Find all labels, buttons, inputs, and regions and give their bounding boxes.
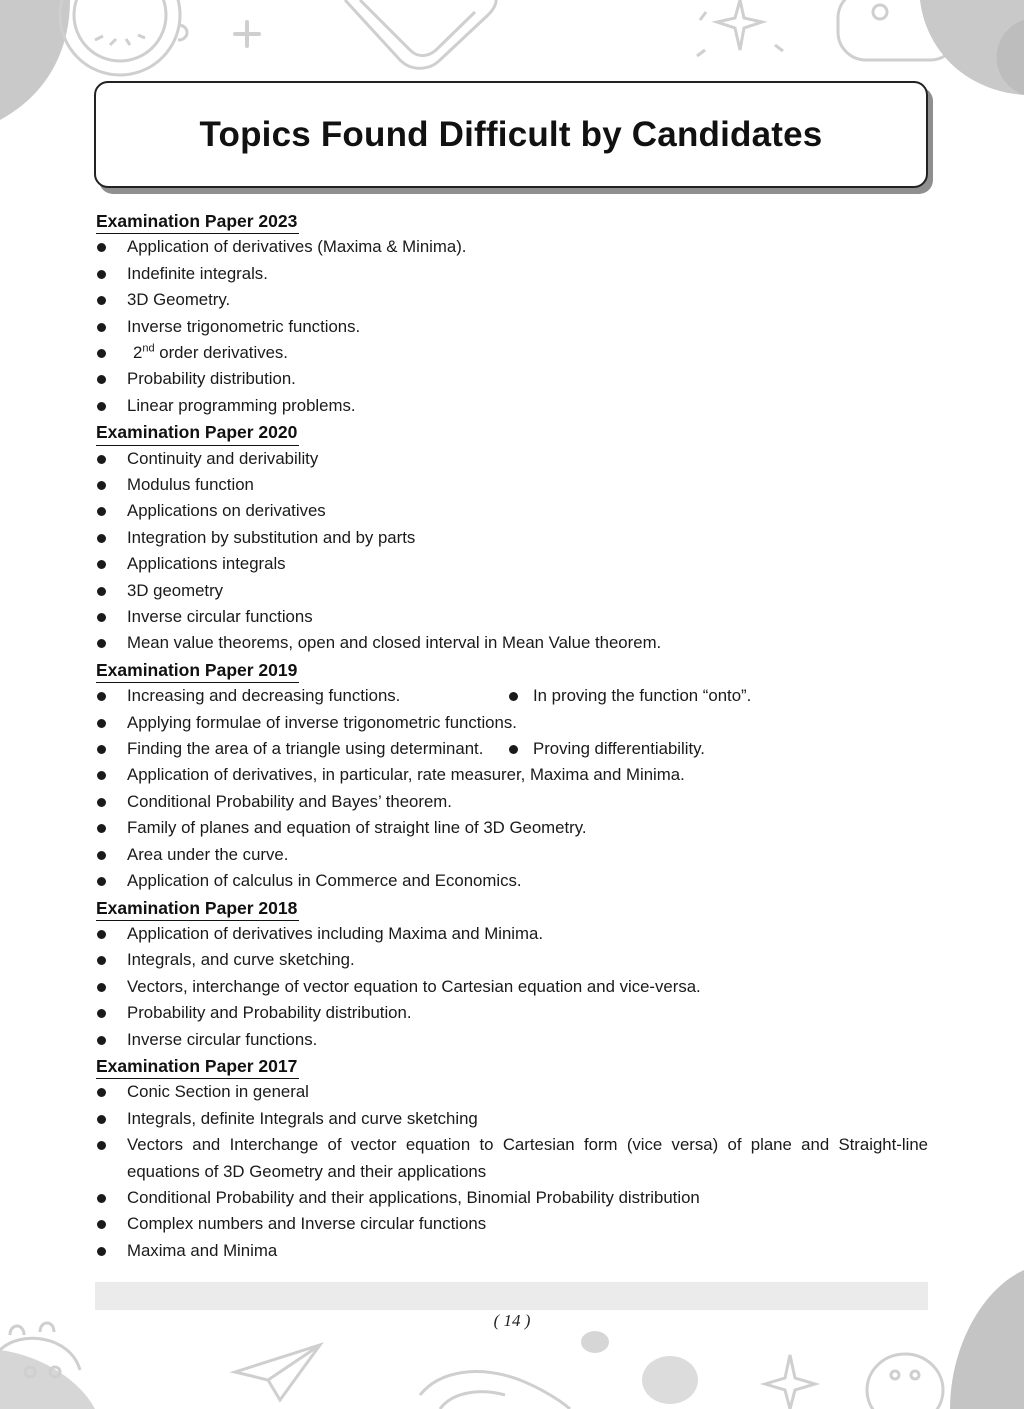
list-item	[96, 736, 928, 762]
item-text: Family of planes and equation of straight line of 3D Geometry.	[127, 818, 587, 838]
list-item	[96, 472, 928, 498]
footer-bar	[95, 1282, 928, 1310]
item-text: Complex numbers and Inverse circular functions	[127, 1214, 487, 1234]
item-text: Inverse circular functions.	[127, 1029, 318, 1049]
item-text: Conditional Probability and their applications, Binomial Probability distribution	[127, 1187, 700, 1207]
list-item	[96, 1079, 928, 1105]
star-doodle-bottom	[765, 1355, 815, 1409]
topics-content	[96, 208, 928, 1264]
list-item	[96, 868, 928, 894]
item-text: 2	[133, 343, 143, 363]
item-text: Linear programming problems.	[127, 395, 356, 415]
list-item	[96, 1238, 928, 1264]
robot-doodle-bottom	[867, 1354, 943, 1409]
bullet-icon	[97, 771, 106, 780]
bullet-icon	[97, 692, 106, 701]
item-text: Vectors and Interchange of vector equation to Cartesian form (vice versa) of plane and Straight-line equations of 3D Geometry and their applications	[127, 1135, 928, 1181]
list-item	[96, 314, 928, 340]
section-heading: Examination Paper 2019	[96, 657, 299, 683]
item-text: Application of derivatives including Maxima and Minima.	[127, 923, 543, 943]
bullet-icon	[97, 824, 106, 833]
bullet-icon	[509, 745, 518, 754]
item-text: Maxima and Minima	[127, 1240, 278, 1260]
item-text: Indefinite integrals.	[127, 263, 268, 283]
item-superscript: nd	[142, 342, 155, 355]
section-2017	[96, 1053, 928, 1264]
bullet-icon	[97, 243, 106, 252]
bullet-icon	[97, 455, 106, 464]
bullet-icon	[97, 1220, 106, 1229]
list-item	[96, 261, 928, 287]
list-item	[96, 974, 928, 1000]
plus-doodle	[235, 22, 259, 46]
list-item	[96, 1185, 928, 1211]
bullet-icon	[509, 692, 518, 701]
bullet-icon	[97, 1141, 106, 1150]
item-text: Application of calculus in Commerce and Economics.	[127, 871, 522, 891]
item-text: Probability and Probability distribution.	[127, 1003, 412, 1023]
section-heading: Examination Paper 2020	[96, 419, 299, 445]
item-text: Area under the curve.	[127, 844, 289, 864]
item-text: Inverse circular functions	[127, 607, 313, 627]
bullet-icon	[97, 613, 106, 622]
list-item	[96, 287, 928, 313]
topic-list	[96, 234, 928, 419]
bullet-icon	[97, 270, 106, 279]
bullet-icon	[97, 719, 106, 728]
list-item	[96, 446, 928, 472]
list-item	[96, 604, 928, 630]
list-item	[96, 578, 928, 604]
item-text: Applications integrals	[127, 554, 286, 574]
clock-doodle	[60, 0, 187, 75]
page-number: ( 14 )	[493, 1311, 531, 1330]
bullet-icon	[97, 534, 106, 543]
bullet-icon	[97, 798, 106, 807]
list-item	[96, 1106, 928, 1132]
section-2020	[96, 419, 928, 657]
section-2019	[96, 657, 928, 895]
star-doodle	[717, 0, 762, 50]
item-text: Application of derivatives (Maxima & Minima).	[127, 237, 467, 257]
bullet-icon	[97, 639, 106, 648]
bullet-icon	[97, 1036, 106, 1045]
bullet-icon	[97, 983, 106, 992]
topic-list	[96, 921, 928, 1053]
bullet-icon	[97, 296, 106, 305]
corner-blob-bottom-left	[0, 1350, 95, 1409]
topic-list	[96, 446, 928, 657]
bullet-icon	[97, 1009, 106, 1018]
list-item	[96, 789, 928, 815]
list-item	[96, 683, 928, 709]
item-text: Continuity and derivability	[127, 448, 319, 468]
bullet-icon	[97, 745, 106, 754]
bullet-icon	[97, 349, 106, 358]
item-text: order derivatives.	[154, 343, 288, 363]
bullet-icon	[97, 323, 106, 332]
item-text: Integrals, and curve sketching.	[127, 950, 355, 970]
list-item	[96, 340, 928, 366]
item-text: Integration by substitution and by parts	[127, 527, 416, 547]
bullet-icon	[97, 402, 106, 411]
bullet-icon	[97, 1088, 106, 1097]
item-text: Increasing and decreasing functions.	[127, 686, 401, 706]
wrench-doodle	[420, 1372, 570, 1409]
paper-plane-doodle	[235, 1345, 320, 1400]
corner-blob-bottom-right	[950, 1270, 1024, 1409]
bullet-icon	[97, 375, 106, 384]
item-text: Modulus function	[127, 475, 254, 495]
bullet-icon	[97, 587, 106, 596]
list-item	[96, 393, 928, 419]
item-text: 3D geometry	[127, 580, 224, 600]
bullet-icon	[97, 1247, 106, 1256]
item-text: Applications on derivatives	[127, 501, 326, 521]
item-text: Finding the area of a triangle using determinant.	[127, 739, 484, 759]
item-text: Conic Section in general	[127, 1082, 309, 1102]
bullet-icon	[97, 956, 106, 965]
list-item	[96, 842, 928, 868]
item-text: Applying formulae of inverse trigonometric functions.	[127, 712, 517, 732]
list-item	[96, 947, 928, 973]
item-text: Integrals, definite Integrals and curve sketching	[127, 1108, 478, 1128]
item-text: Vectors, interchange of vector equation to Cartesian equation and vice-versa.	[127, 976, 701, 996]
page-title: Topics Found Difficult by Candidates	[199, 114, 823, 154]
item-text: Conditional Probability and Bayes’ theorem.	[127, 791, 452, 811]
list-item	[96, 1211, 928, 1237]
list-item	[96, 525, 928, 551]
item-text-second-column: In proving the function “onto”.	[507, 683, 751, 709]
list-item	[96, 815, 928, 841]
topic-list	[96, 683, 928, 894]
bullet-icon	[97, 930, 106, 939]
section-2018	[96, 895, 928, 1053]
section-2023	[96, 208, 928, 419]
list-item	[96, 366, 928, 392]
item-text-second-column: Proving differentiability.	[507, 736, 705, 762]
list-item	[96, 630, 928, 656]
section-heading: Examination Paper 2018	[96, 895, 299, 921]
list-item	[96, 234, 928, 260]
list-item	[96, 551, 928, 577]
item-text: 3D Geometry.	[127, 290, 231, 310]
bullet-icon	[97, 1194, 106, 1203]
bullet-icon	[97, 1115, 106, 1124]
bullet-icon	[97, 851, 106, 860]
item-text: Inverse trigonometric functions.	[127, 316, 361, 336]
item-text: Mean value theorems, open and closed interval in Mean Value theorem.	[127, 633, 662, 653]
pebble-doodle	[581, 1331, 609, 1353]
list-item	[96, 762, 928, 788]
topic-list	[96, 1079, 928, 1264]
bullet-icon	[97, 481, 106, 490]
list-item	[96, 1132, 928, 1185]
bullet-icon	[97, 877, 106, 886]
section-heading: Examination Paper 2023	[96, 208, 299, 234]
section-heading: Examination Paper 2017	[96, 1053, 299, 1079]
list-item	[96, 921, 928, 947]
title-box	[94, 81, 928, 188]
item-text: Probability distribution.	[127, 369, 296, 389]
list-item	[96, 710, 928, 736]
bullet-icon	[97, 560, 106, 569]
list-item	[96, 498, 928, 524]
list-item	[96, 1000, 928, 1026]
list-item	[96, 1027, 928, 1053]
pencil-doodle	[345, 0, 496, 68]
item-text: Application of derivatives, in particular, rate measurer, Maxima and Minima.	[127, 765, 685, 785]
bullet-icon	[97, 507, 106, 516]
